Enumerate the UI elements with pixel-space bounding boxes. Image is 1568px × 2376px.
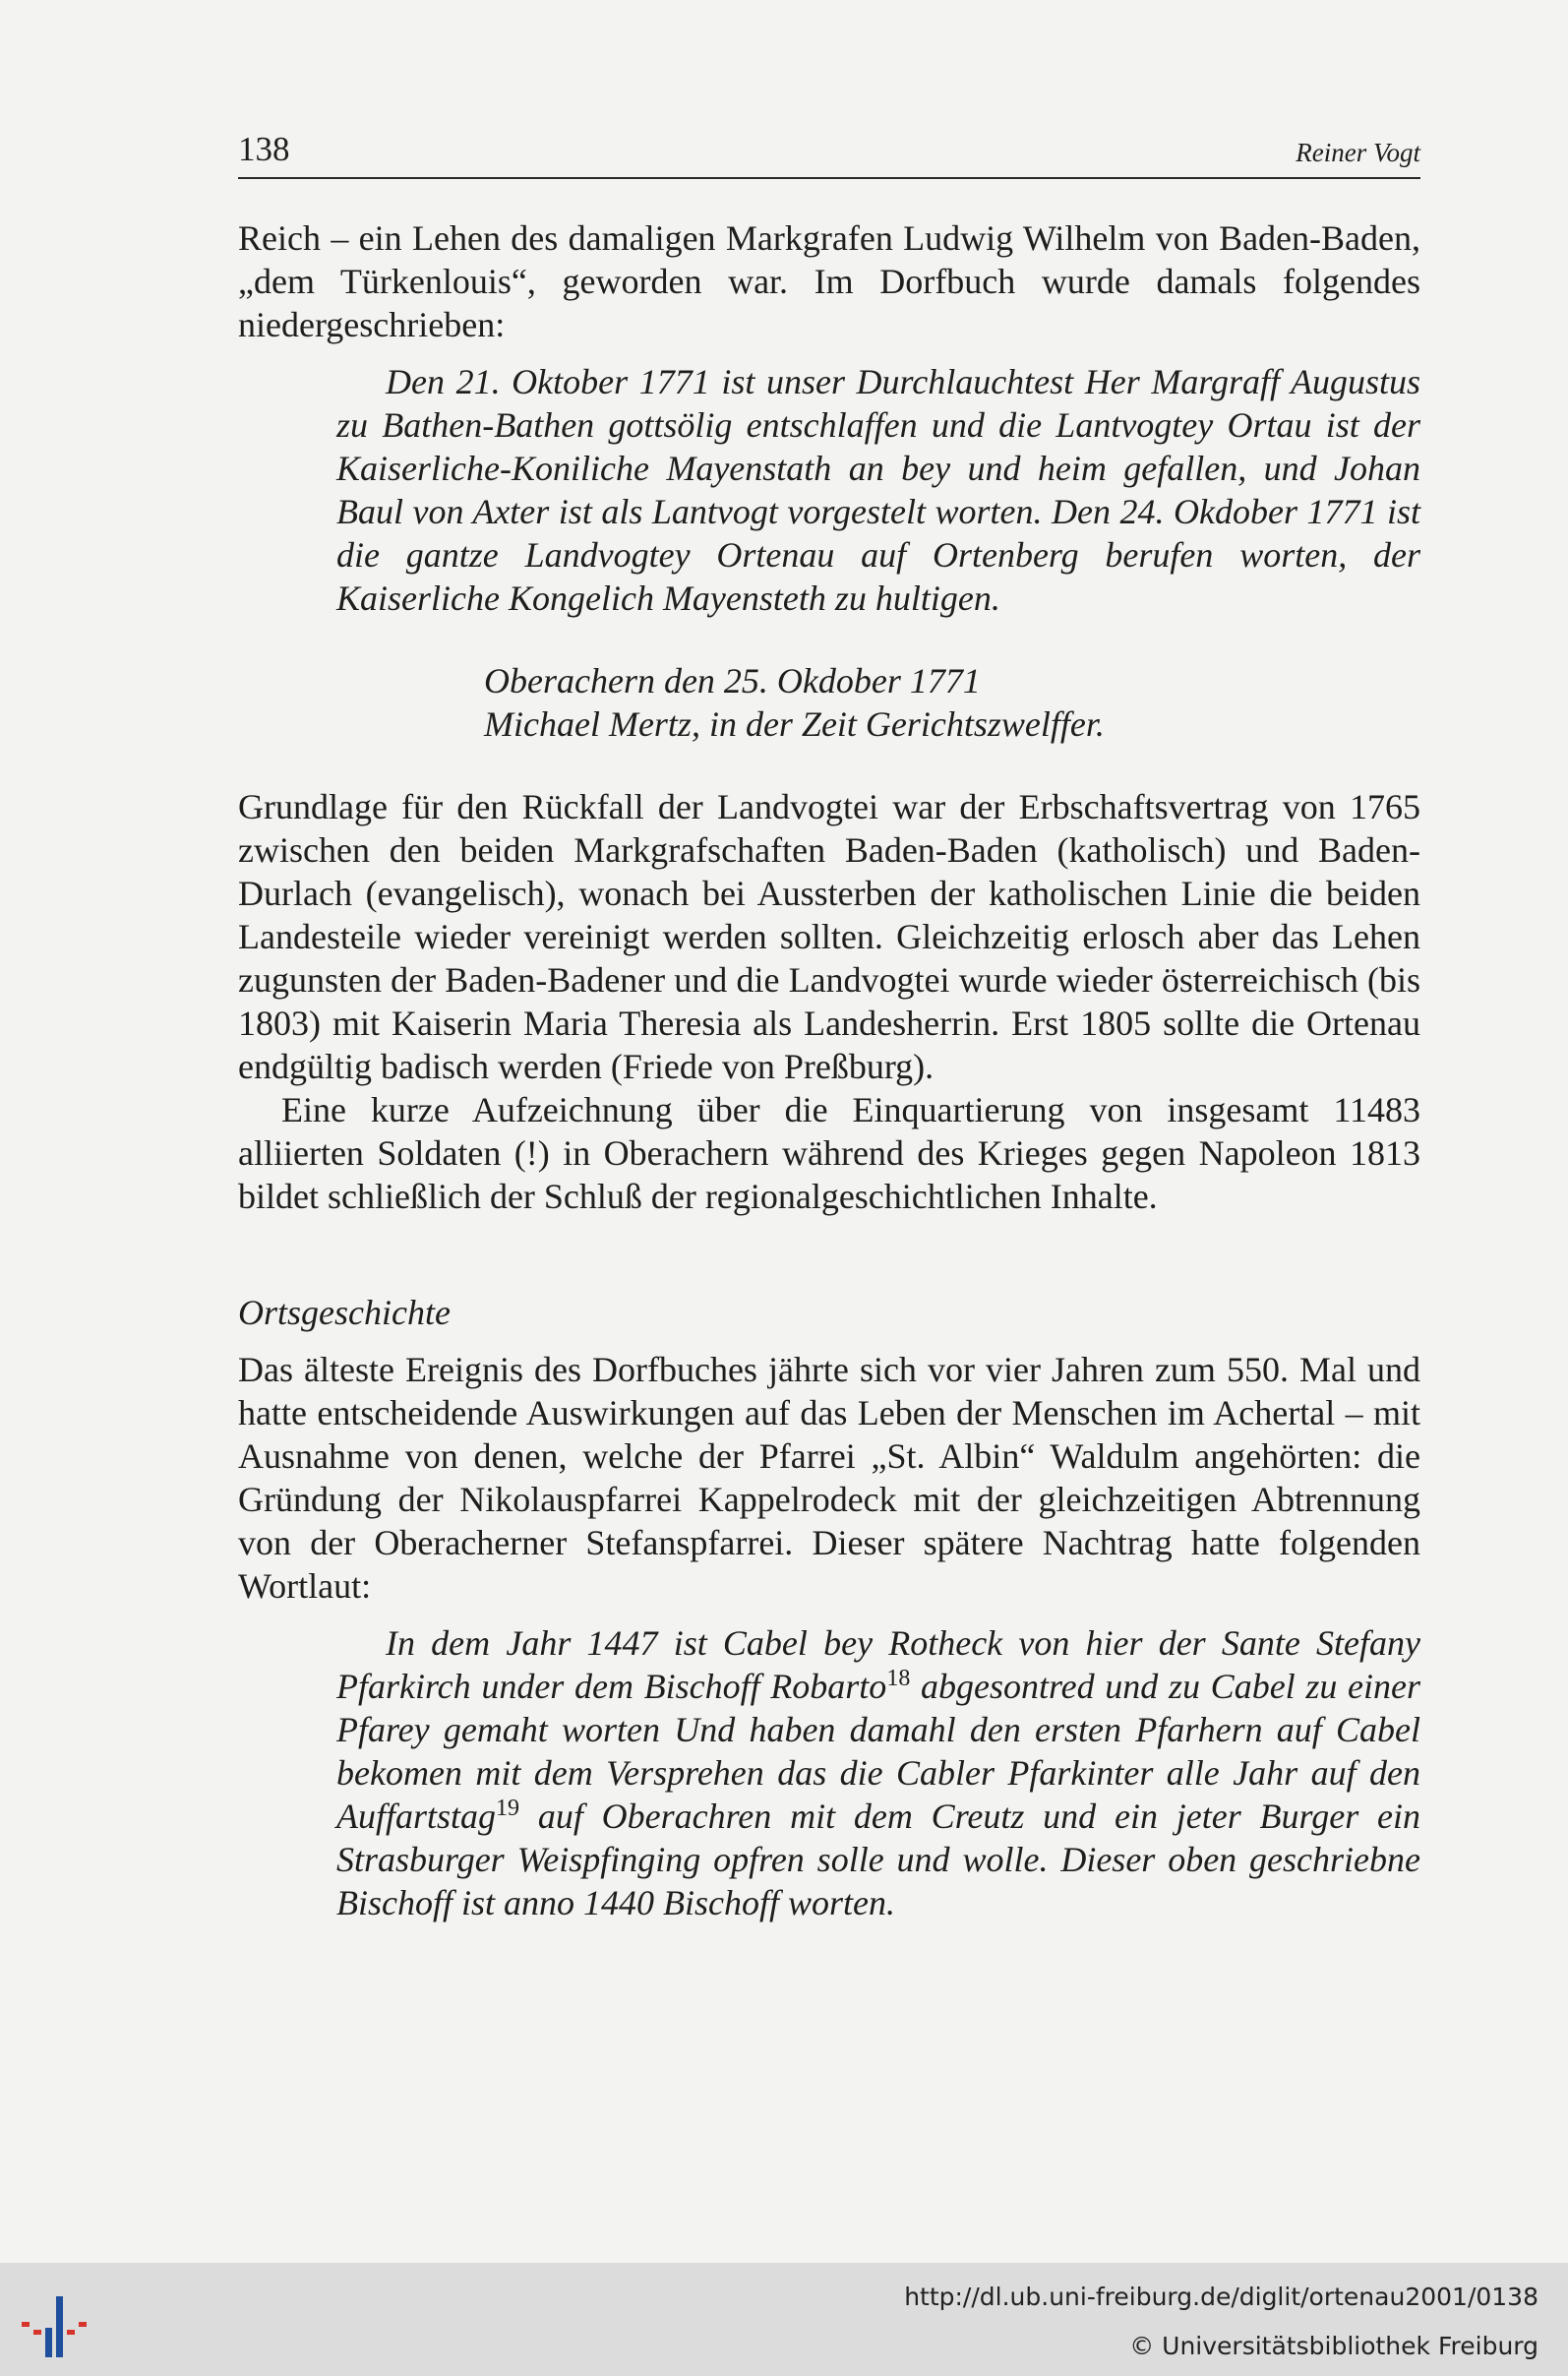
paragraph-parish: Das älteste Ereignis des Dorfbuches jährte sich vor vier Jahren zum 550. Mal und hatte entscheidende Auswirkungen auf das Leben der Menschen im Achertal – mit Ausnahme von denen, welche der Pfarrei „St. Albin“ Waldulm angehörten: die Gründung der Nikolauspfarrei Kappelrodeck mit der gleichzeitigen Abtrennung von der Oberacherner Stefanspfarrei. Dieser spätere Nachtrag hatte folgenden Wortlaut: bbox=[238, 1350, 1420, 1606]
paragraph-inheritance: Grundlage für den Rückfall der Landvogtei war der Erbschaftsvertrag von 1765 zwischen den beiden Markgrafschaften Baden-Baden (katholisch) und Baden-Durlach (evangelisch), wonach bei Aussterben der katholischen Linie die beiden Landesteile wieder vereinigt werden sollten. Gleichzeitig erlosch aber das Lehen zugunsten der Baden-Badener und die Landvogtei wurde wieder österreichisch (bis 1803) mit Kaiserin Maria Theresia als Landesherrin. Erst 1805 sollte die Ortenau endgültig badisch werden (Friede von Preßburg). bbox=[238, 787, 1420, 1086]
quote-1-text: Den 21. Oktober 1771 ist unser Durchlauchtest Her Margraff Augustus zu Bathen-Bathen gottsölig entschlaffen und die Lantvogtey Ortau ist der Kaiserliche-Koniliche Mayenstath an bey und heim gefallen, und Johan Baul von Axter ist als Lantvogt vorgestelt worten. Den 24. Okdober 1771 ist die gantze Landvogtey Ortenau auf Ortenberg berufen worten, der Kaiserliche Kongelich Mayensteth zu hultigen. bbox=[336, 362, 1420, 618]
signature-line-1: Oberachern den 25. Okdober 1771 bbox=[484, 661, 981, 701]
quote-block-1 bbox=[238, 360, 1420, 746]
quote-2-text bbox=[336, 1621, 1420, 1924]
signature-line-2: Michael Mertz, in der Zeit Gerichtszwelffer. bbox=[484, 704, 1105, 744]
running-author: Reiner Vogt bbox=[1296, 138, 1420, 167]
quote-block-2 bbox=[238, 1621, 1420, 1924]
viewer-footer bbox=[0, 2263, 1568, 2376]
page-header bbox=[238, 126, 1420, 179]
paragraph-quartering: Eine kurze Aufzeichnung über die Einquartierung von insgesamt 11483 alliierten Soldaten (!) in Oberachern während des Krieges gegen Napoleon 1813 bildet schließlich der Schluß der regionalgeschichtlichen Inhalte. bbox=[238, 1090, 1420, 1216]
footnote-ref-19[interactable]: 19 bbox=[496, 1796, 520, 1821]
body-text bbox=[238, 216, 1420, 1924]
page-number: 138 bbox=[238, 130, 290, 168]
footer-copyright: © Universitätsbibliothek Freiburg bbox=[1129, 2332, 1538, 2360]
library-logo-icon[interactable] bbox=[20, 2285, 98, 2363]
intro-paragraph: Reich – ein Lehen des damaligen Markgrafen Ludwig Wilhelm von Baden-Baden, „dem Türkenlouis“, geworden war. Im Dorfbuch wurde damals folgendes niedergeschrieben: bbox=[238, 218, 1420, 344]
quote-2-part-3: auf Oberachren mit dem Creutz und ein jeter Burger ein Strasburger Weispfinging opfren solle und wolle. Dieser oben geschriebne Bischoff ist anno 1440 Bischoff worten. bbox=[336, 1797, 1420, 1922]
footer-url-link[interactable]: http://dl.ub.uni-freiburg.de/diglit/ortenau2001/0138 bbox=[904, 2283, 1538, 2311]
section-heading: Ortsgeschichte bbox=[238, 1293, 451, 1332]
quote-2-part-1: In dem Jahr 1447 ist Cabel bey Rotheck von hier der Sante Stefany Pfarkirch under dem Bischoff Robarto bbox=[336, 1623, 1420, 1706]
quote-2-part-2: abgesontred und zu Cabel zu einer Pfarey gemaht worten Und haben damahl den ersten Pfarhern auf Cabel bekomen mit dem Versprehen das die Cabler Pfarkinter alle Jahr auf den Auffartstag bbox=[336, 1667, 1421, 1836]
footnote-ref-18[interactable]: 18 bbox=[886, 1666, 911, 1691]
